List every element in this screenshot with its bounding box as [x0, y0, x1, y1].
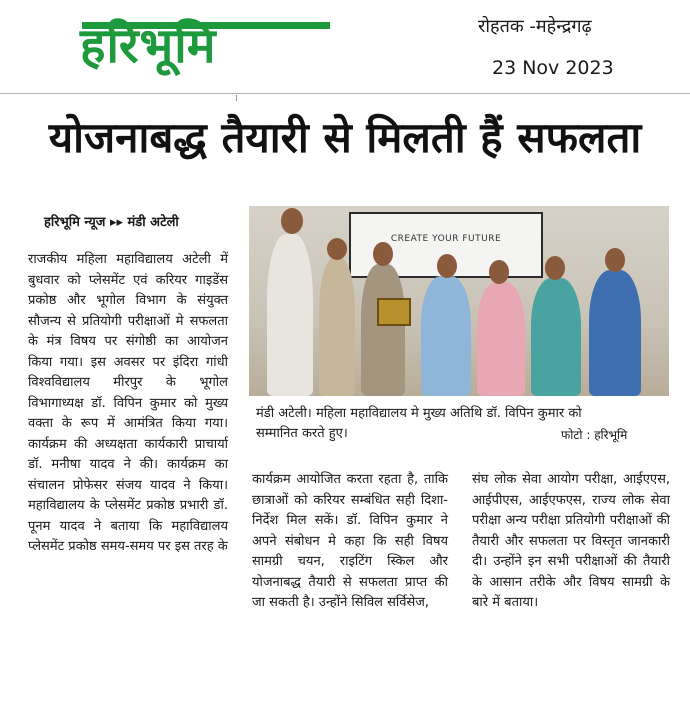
person-figure: [421, 276, 471, 396]
person-figure: [477, 282, 525, 396]
person-figure: [361, 264, 405, 396]
edition-date: 23 Nov 2023: [492, 57, 614, 79]
column-3-text: संघ लोक सेवा आयोग परीक्षा, आईएएस, आईपीएस, आईएफएस, राज्य लोक सेवा परीक्षा अन्य परीक्षा प्रतियोगी परीक्षाओं की तैयारी और सफलता पर विस्तृत जानकारी दी। उन्होंने इन सभी परीक्षाओं की तैयारी के आसान तरीके और विषय सामग्री के बारे में बताया।: [472, 472, 670, 610]
person-figure: [267, 234, 313, 396]
person-head: [437, 254, 457, 278]
board-text: CREATE YOUR FUTURE: [390, 234, 502, 244]
person-head: [327, 238, 347, 260]
person-figure: [531, 278, 581, 396]
person-head: [281, 208, 303, 234]
award-plaque: [377, 298, 411, 326]
masthead-divider: [0, 93, 690, 94]
person-head: [373, 242, 393, 266]
newspaper-logo: हरिभूमि: [80, 18, 217, 74]
photo-credit: फोटो : हरिभूमि: [561, 428, 628, 442]
photo-caption: मंडी अटेली। महिला महाविद्यालय मे मुख्य अतिथि डॉ. विपिन कुमार को सम्मानित करते हुए।: [256, 406, 582, 441]
article-column-2: [252, 470, 448, 614]
person-figure: [589, 270, 641, 396]
article-column-1: [28, 250, 228, 558]
column-tick: [236, 95, 237, 101]
person-head: [605, 248, 625, 272]
article-headline: योजनाबद्ध तैयारी से मिलती हैं सफलता: [48, 113, 642, 162]
article-column-3: [472, 470, 670, 614]
column-2-text: कार्यक्रम आयोजित करता रहता है, ताकि छात्राओं को करियर सम्बंधित सही दिशा-निर्देश मिल सकें। डॉ. विपिन कुमार ने अपने संबोधन मे कहा कि सही विषय सामग्री चयन, राइटिंग स्किल और योजनाबद्ध तैयारी से सफलता प्राप्त की जा सकती है। उन्होंने सिविल सर्विसेज,: [252, 472, 448, 610]
column-1-text: राजकीय महिला महाविद्यालय अटेली में बुधवार को प्लेसमेंट एवं करियर गाइडेंस प्रकोष्ठ और भूगोल विभाग के संयुक्त सौजन्य से प्रतियोगी परीक्षाओं मे सफलता के मंत्र विषय पर संगोष्ठी का आयोजन किया गया। इस अवसर पर इंदिरा गांधी विश्वविद्यालय मीरपुर के भूगोल विभागाध्यक्ष डॉ. विपिन कुमार को मुख्य वक्ता के रूप में आमंत्रित किया गया। कार्यक्रम की अध्यक्षता कार्यकारी प्राचार्या डॉ. मनीषा यादव ने की। कार्यक्रम का संचालन प्रोफेसर संजय यादव ने किया। महाविद्यालय के प्लेसमेंट प्रकोष्ठ प्रभारी डॉ. पूनम यादव ने बताया कि महाविद्यालय प्लेसमेंट प्रकोष्ठ समय-समय पर इस तरह के: [28, 252, 228, 554]
news-photo: [249, 206, 669, 396]
edition-name: रोहतक -महेन्द्रगढ़: [478, 16, 592, 37]
person-figure: [319, 258, 355, 396]
article-byline: हरिभूमि न्यूज ▸▸ मंडी अटेली: [44, 215, 179, 230]
person-head: [545, 256, 565, 280]
masthead: [0, 0, 690, 90]
person-head: [489, 260, 509, 284]
